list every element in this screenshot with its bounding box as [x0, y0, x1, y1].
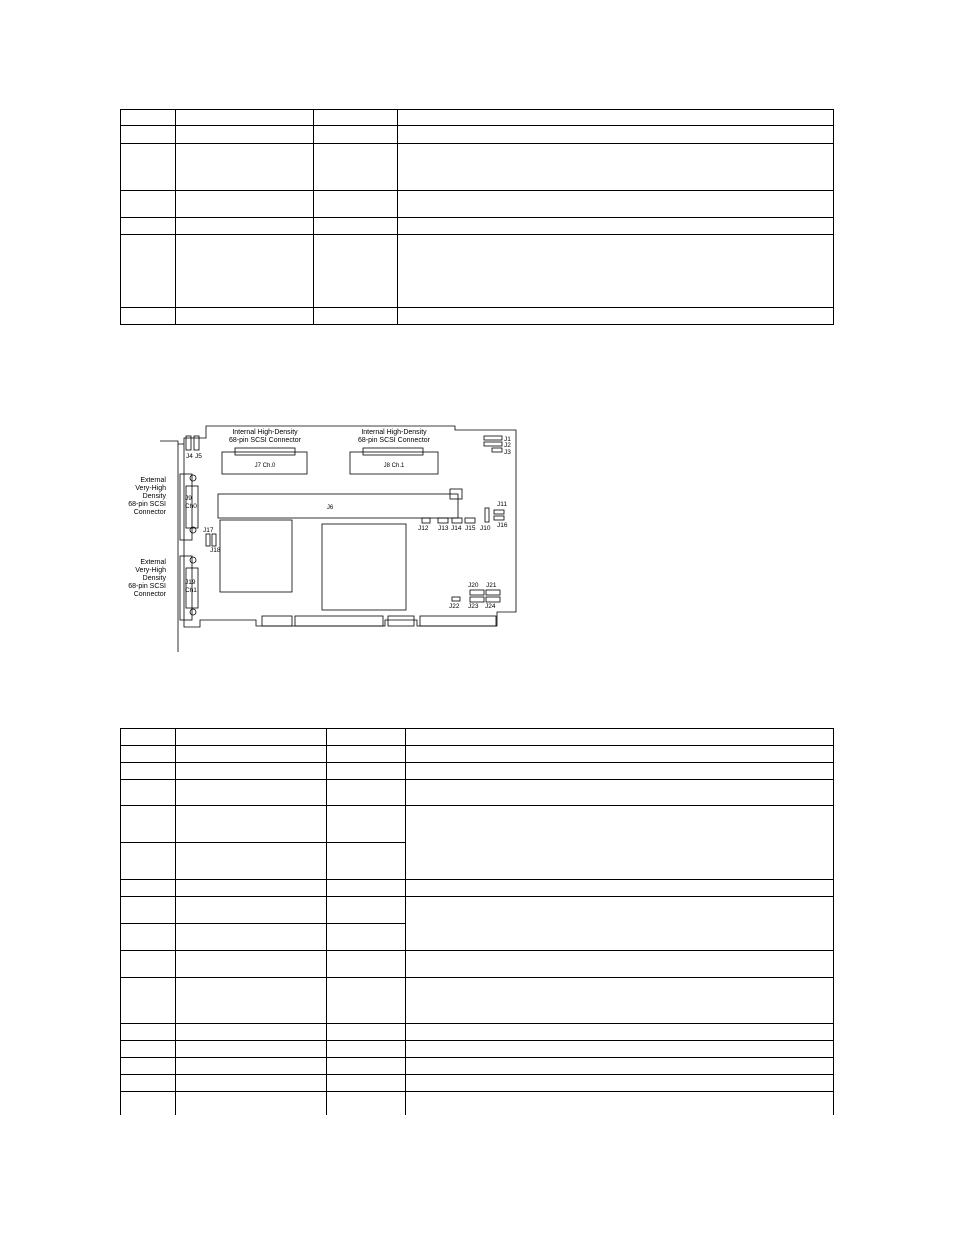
- jumper-j22: [452, 597, 460, 601]
- jumper-j18: [212, 534, 216, 546]
- label-j5: J5: [195, 453, 202, 460]
- label-j21: J21: [486, 582, 497, 589]
- external-label-j9-line5: Connector: [133, 509, 166, 516]
- external-label-j19-line2: Very-High: [135, 567, 166, 574]
- label-j20: J20: [468, 582, 479, 589]
- label-j12: J12: [418, 525, 429, 532]
- label-j24: J24: [485, 603, 496, 610]
- table-row: [121, 191, 834, 218]
- table-row: [121, 144, 834, 191]
- jumper-j23: [470, 597, 484, 602]
- table-row: [121, 235, 834, 308]
- label-j3: J3: [504, 449, 511, 456]
- jumper-j21: [486, 590, 500, 595]
- external-label-j19-line3: Density: [142, 575, 166, 582]
- label-j10: J10: [480, 525, 491, 532]
- pci-edge-fingers: [388, 616, 414, 626]
- internal-connector-label-j8-line1: Internal High-Density: [361, 429, 427, 436]
- pci-edge-fingers: [420, 616, 496, 626]
- pci-edge-fingers: [295, 616, 383, 626]
- table-row: [121, 1024, 834, 1041]
- table-row: [121, 780, 834, 806]
- jumper-j13: [438, 518, 448, 523]
- label-j8: J8 Ch.1: [383, 463, 405, 469]
- label-j9: J9: [185, 495, 192, 502]
- jumper-j11: [494, 510, 504, 514]
- screw-hole: [190, 475, 196, 481]
- jumper-j14: [452, 518, 462, 523]
- table-row: [121, 951, 834, 978]
- table-row: [121, 218, 834, 235]
- label-j23: J23: [468, 603, 479, 610]
- connector-j8-shroud: [363, 448, 423, 455]
- jumper-j1: [484, 436, 502, 440]
- scsi-controller-board-diagram: [128, 424, 530, 656]
- external-label-j9-line3: Density: [142, 493, 166, 500]
- jumper-j20: [470, 590, 484, 595]
- external-label-j9-line4: 68-pin SCSI: [128, 501, 166, 508]
- top-table: [120, 109, 834, 325]
- jumper-j24: [486, 597, 500, 602]
- table-row: [121, 1092, 834, 1115]
- jumper-j15: [465, 518, 475, 523]
- label-j18: J18: [210, 547, 221, 554]
- external-label-j19-line4: 68-pin SCSI: [128, 583, 166, 590]
- label-j1: J1: [504, 436, 511, 443]
- jumper-j12: [422, 518, 430, 523]
- label-j7: J7 Ch.0: [254, 463, 276, 469]
- jumper-j3: [492, 448, 502, 452]
- connector-j7-shroud: [235, 448, 295, 455]
- label-j4: J4: [186, 453, 193, 460]
- label-j19-channel: Ch1: [185, 587, 197, 594]
- table-row: [121, 308, 834, 325]
- external-label-j9-line1: External: [140, 477, 166, 484]
- jumper-j16: [494, 516, 504, 520]
- table-row: [121, 897, 834, 924]
- screw-hole: [190, 557, 196, 563]
- table-row: [121, 110, 834, 126]
- label-j14: J14: [451, 525, 462, 532]
- internal-connector-label-j7-line2: 68-pin SCSI Connector: [229, 437, 301, 444]
- label-j6: J6: [326, 505, 334, 511]
- table-row: [121, 1075, 834, 1092]
- label-j11: J11: [497, 501, 507, 508]
- internal-connector-label-j8-line2: 68-pin SCSI Connector: [358, 437, 430, 444]
- jumper-j10: [485, 508, 489, 522]
- jumper-j2: [484, 442, 502, 446]
- table-row: [121, 978, 834, 1024]
- table-row: [121, 880, 834, 897]
- external-label-j19-line1: External: [140, 559, 166, 566]
- label-j13: J13: [438, 525, 449, 532]
- label-j22: J22: [449, 603, 460, 610]
- jumper-table: [120, 728, 834, 1115]
- label-j15: J15: [465, 525, 476, 532]
- table-row: [121, 1041, 834, 1058]
- table-row: [121, 729, 834, 746]
- label-j16: J16: [497, 522, 508, 529]
- table-row: [121, 746, 834, 763]
- processor-chip: [322, 524, 406, 610]
- label-j2: J2: [504, 442, 511, 449]
- label-j9-channel: Ch0: [185, 503, 197, 510]
- pci-edge-fingers: [262, 616, 292, 626]
- jumper-j17: [206, 534, 210, 546]
- chip: [220, 520, 292, 592]
- label-j19: J19: [185, 579, 196, 586]
- table-row: [121, 1058, 834, 1075]
- connector-j6: [218, 494, 458, 518]
- internal-connector-label-j7-line1: Internal High-Density: [232, 429, 298, 436]
- label-j17: J17: [203, 527, 214, 534]
- external-label-j19-line5: Connector: [133, 591, 166, 598]
- external-label-j9-line2: Very-High: [135, 485, 166, 492]
- screw-hole: [190, 609, 196, 615]
- table-row: [121, 126, 834, 144]
- table-row: [121, 763, 834, 780]
- table-row: [121, 806, 834, 843]
